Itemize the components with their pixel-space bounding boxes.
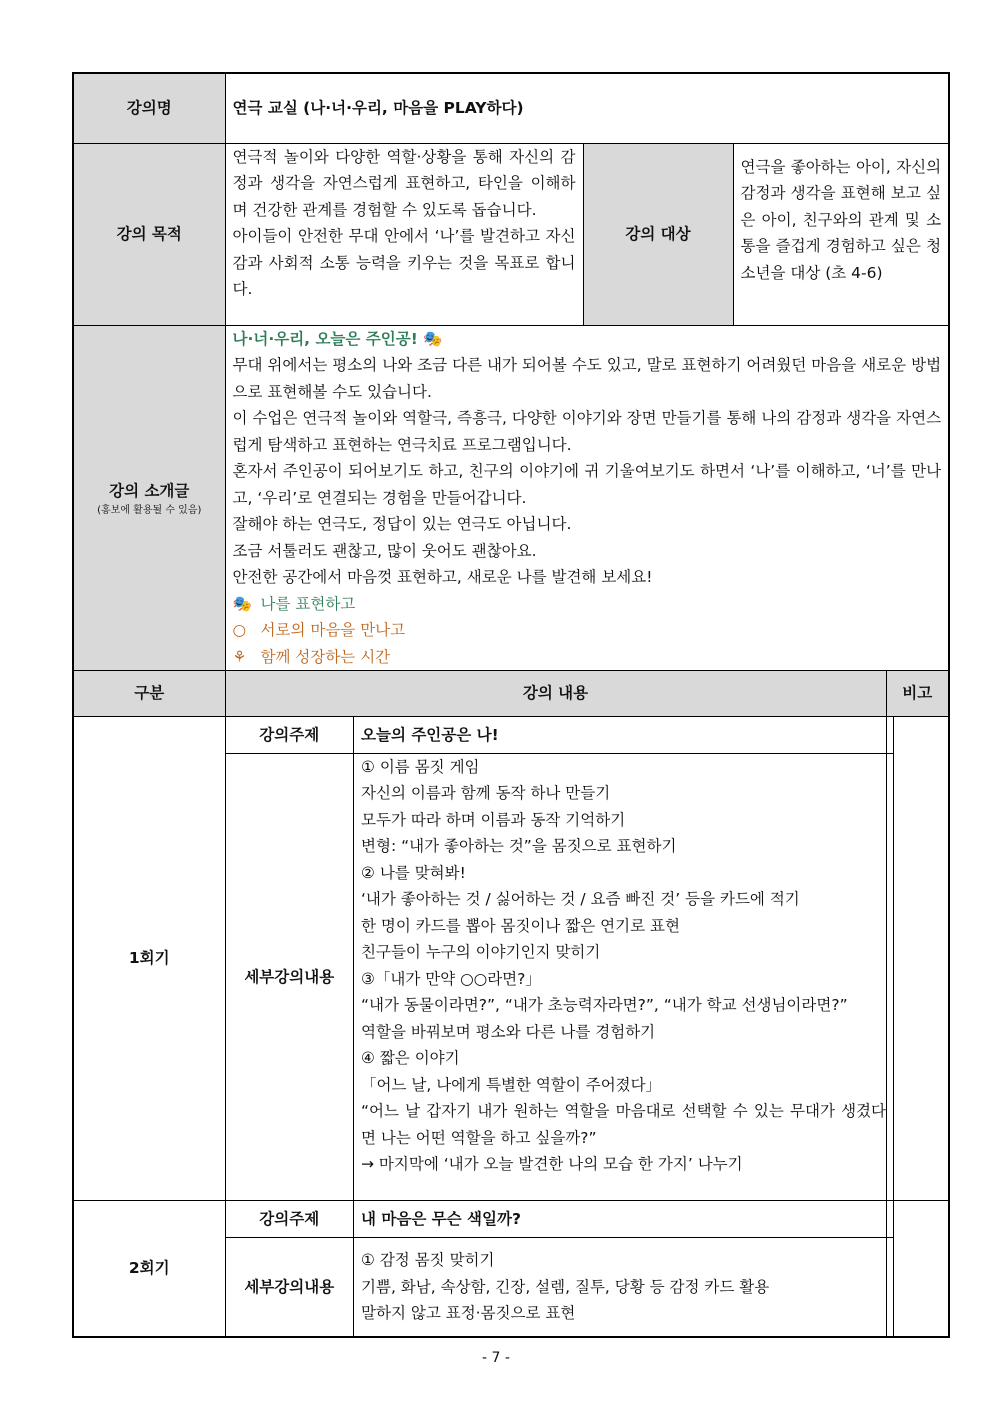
purpose-row <box>73 143 949 325</box>
course-name-row <box>73 73 949 143</box>
topic-value: 오늘의 주인공은 나! <box>354 717 894 753</box>
intro-bullet-text: 함께 성장하는 시간 <box>260 647 391 666</box>
detail-line: ① 감정 몸짓 맞히기 <box>361 1251 495 1269</box>
intro-bullet-text: 서로의 마음을 만나고 <box>260 621 406 639</box>
remarks-cell <box>886 717 949 1201</box>
intro-label-cell <box>73 325 225 671</box>
detail-line: 말하지 않고 표정·몸짓으로 표현 <box>361 1304 576 1322</box>
intro-cell <box>225 325 949 671</box>
detail-line: “어느 날 갑자기 내가 원하는 역할을 마음대로 선택할 수 있는 무대가 생겼다면 나는 어떤 역할을 하고 싶을까?” <box>361 1102 886 1147</box>
header-division: 구분 <box>73 671 225 717</box>
remarks-cell <box>886 1201 949 1338</box>
session-label: 2회기 <box>73 1201 225 1338</box>
detail-label: 세부강의내용 <box>226 1237 354 1336</box>
intro-sublabel: (홍보에 활용될 수 있음) <box>97 505 202 516</box>
intro-bullet <box>233 644 942 671</box>
detail-list <box>354 753 894 1200</box>
detail-line: 친구들이 누구의 이야기인지 맞히기 <box>361 943 601 961</box>
purpose-text: 연극적 놀이와 다양한 역할·상황을 통해 자신의 감정과 생각을 자연스럽게 표현하고, 타인을 이해하며 건강한 관계를 경험할 수 있도록 돕습니다. <box>232 147 576 219</box>
course-name-value: 연극 교실 (나·너·우리, 마음을 PLAY하다) <box>225 73 949 143</box>
intro-bullet <box>233 617 942 644</box>
course-table <box>72 72 950 1338</box>
detail-line: 기쁨, 화남, 속상함, 긴장, 설렘, 질투, 당황 등 감정 카드 활용 <box>361 1277 770 1296</box>
intro-paragraph: 잘해야 하는 연극도, 정답이 있는 연극도 아닙니다. <box>232 515 572 533</box>
detail-list <box>354 1237 894 1336</box>
topic-value: 내 마음은 무슨 색일까? <box>354 1201 894 1237</box>
intro-paragraph: 혼자서 주인공이 되어보기도 하고, 친구의 이야기에 귀 기울여보기도 하면서 ‘나’를 이해하고, ‘너’를 만나고, ‘우리’로 연결되는 경험을 만들어갑니다. <box>232 462 942 507</box>
theater-masks-icon: 🎭 <box>232 594 252 613</box>
document-page <box>72 72 948 1332</box>
detail-line: ① 이름 몸짓 게임 <box>361 757 480 776</box>
detail-line: 역할을 바꿔보며 평소와 다른 나를 경험하기 <box>361 1022 656 1041</box>
topic-label: 강의주제 <box>226 1201 354 1237</box>
intro-paragraph: 이 수업은 연극적 놀이와 역할극, 즉흥극, 다양한 이야기와 장면 만들기를 통해 나의 감정과 생각을 자연스럽게 탐색하고 표현하는 연극치료 프로그램입니다. <box>232 409 942 454</box>
session-inner-table <box>226 717 895 1200</box>
session-row <box>73 1201 949 1338</box>
intro-heading-line <box>233 326 942 353</box>
detail-label: 세부강의내용 <box>226 753 354 1200</box>
schedule-header-row <box>73 671 949 717</box>
detail-line: 자신의 이름과 함께 동작 하나 만들기 <box>361 784 611 802</box>
detail-line: 한 명이 카드를 뽑아 몸짓이나 짧은 연기로 표현 <box>361 916 680 935</box>
session-label: 1회기 <box>73 717 225 1201</box>
intro-label: 강의 소개글 <box>109 481 190 500</box>
purpose-text-2: 아이들이 안전한 무대 안에서 ‘나’를 발견하고 자신감과 사회적 소통 능력을 키우는 것을 목표로 합니다. <box>232 227 576 298</box>
topic-label: 강의주제 <box>226 717 354 753</box>
header-remarks: 비고 <box>886 671 949 717</box>
detail-line: 모두가 따라 하며 이름과 동작 기억하기 <box>361 810 626 829</box>
intro-bullet-text: 나를 표현하고 <box>260 594 356 613</box>
detail-line: 변형: “내가 좋아하는 것”을 몸짓으로 표현하기 <box>361 837 677 855</box>
target-text: 연극을 좋아하는 아이, 자신의 감정과 생각을 표현해 보고 싶은 아이, 친구와의 관계 및 소통을 즐겁게 경험하고 싶은 청소년을 대상 (초 4-6) <box>733 143 949 325</box>
theater-masks-icon: 🎭 <box>423 329 443 348</box>
purpose-label: 강의 목적 <box>73 143 225 325</box>
detail-line: 「어느 날, 나에게 특별한 역할이 주어졌다」 <box>361 1075 662 1094</box>
speech-bubble-icon: ○ <box>232 621 247 639</box>
target-label: 강의 대상 <box>583 143 733 325</box>
session-inner-table <box>226 1201 895 1336</box>
header-content: 강의 내용 <box>225 671 886 717</box>
page-number: - 7 - <box>482 1350 510 1366</box>
intro-bullet <box>233 591 942 618</box>
intro-paragraph: 안전한 공간에서 마음껏 표현하고, 새로운 나를 발견해 보세요! <box>232 568 653 586</box>
session-content <box>225 1201 886 1338</box>
intro-row <box>73 325 949 671</box>
sprout-icon: ⚘ <box>232 647 247 666</box>
detail-line: “내가 동물이라면?”, “내가 초능력자라면?”, “내가 학교 선생님이라면?” <box>361 996 848 1014</box>
intro-heading: 나·너·우리, 오늘은 주인공! <box>232 329 418 348</box>
detail-line: ③「내가 만약 ○○라면?」 <box>361 969 541 988</box>
purpose-cell <box>225 143 583 325</box>
detail-line: ② 나를 맞혀봐! <box>361 863 466 882</box>
detail-line: ‘내가 좋아하는 것 / 싫어하는 것 / 요즘 빠진 것’ 등을 카드에 적기 <box>361 890 800 908</box>
detail-line: ④ 짧은 이야기 <box>361 1049 460 1067</box>
intro-paragraph: 무대 위에서는 평소의 나와 조금 다른 내가 되어볼 수도 있고, 말로 표현하기 어려웠던 마음을 새로운 방법으로 표현해볼 수도 있습니다. <box>232 356 942 401</box>
course-name-label: 강의명 <box>73 73 225 143</box>
session-content <box>225 717 886 1201</box>
detail-line: → 마지막에 ‘내가 오늘 발견한 나의 모습 한 가지’ 나누기 <box>361 1155 743 1173</box>
session-row <box>73 717 949 1201</box>
intro-paragraph: 조금 서툴러도 괜찮고, 많이 웃어도 괜찮아요. <box>232 541 537 560</box>
